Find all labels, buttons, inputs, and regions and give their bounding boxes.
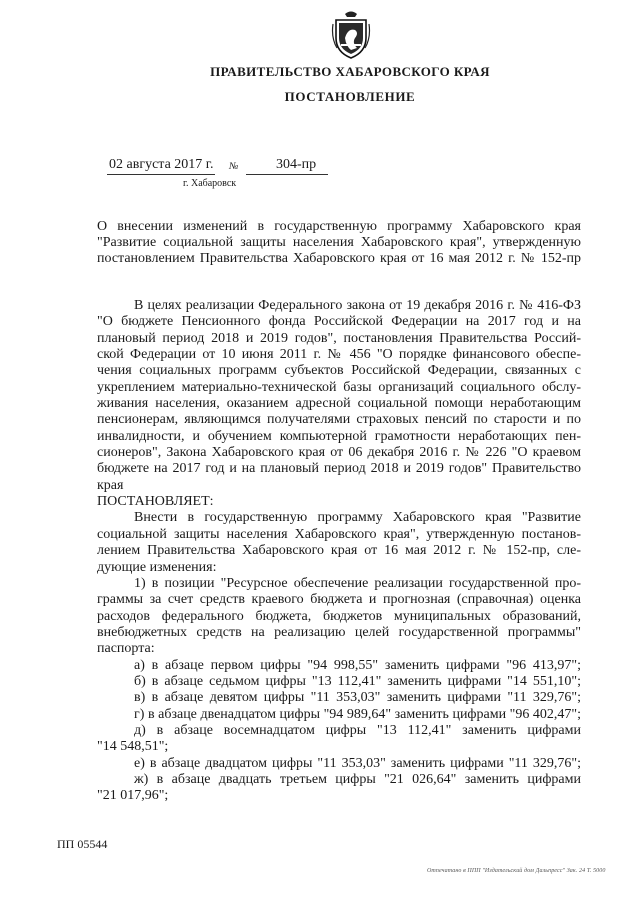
print-note: Отпечатано в ППП "Издательский дом Дальпресс" Зак. 24 Т. 5000	[427, 868, 606, 874]
preamble-line: сионеров", Закона Хабаровского края от 06 декабря 2016 г. № 226 "О краевом	[97, 445, 581, 461]
preamble-line: укреплением материально-технической базы организаций социального обслу-	[97, 379, 581, 395]
item-line: расходов федерального бюджета, бюджетов муниципальных образований,	[97, 608, 581, 624]
item-line: граммы за счет средств краевого бюджета и прогнозная (справочная) оценка	[97, 592, 581, 608]
item-line: внебюджетных средств на реализацию целей государственной программы"	[97, 624, 581, 640]
preamble-line: плановый период 2018 и 2019 годов", постановления Правительства Россий-	[97, 330, 581, 346]
number-sign: №	[229, 161, 239, 172]
intro-line: лением Правительства Хабаровского края от 16 мая 2012 г. № 152-пр, сле-	[97, 543, 581, 559]
preamble-line: В целях реализации Федерального закона от 19 декабря 2016 г. № 416-ФЗ	[134, 298, 581, 313]
preamble-line: чения социальных программ субъектов Российской Федерации, связанных с	[97, 363, 581, 379]
preamble-line: бюджете на 2017 год и на плановый период 2018 и 2019 годов" Правительство	[97, 461, 581, 477]
number-underline	[246, 174, 328, 175]
subitem-line: "14 548,51";	[97, 739, 169, 755]
preamble-line: пенсионерам, являющимся получателями страховых пенсий по старости и по	[97, 412, 581, 428]
document-city: г. Хабаровск	[183, 178, 237, 189]
document-type: ПОСТАНОВЛЕНИЕ	[284, 89, 416, 104]
preamble-line: ской Федерации от 10 июня 2011 г. № 456 "О порядке финансового обеспе-	[97, 347, 581, 363]
subitem-line: б) в абзаце седьмом цифры "13 112,41" заменить цифрами "14 551,10";	[134, 673, 581, 689]
subitem-line: а) в абзаце первом цифры "94 998,55" заменить цифрами "96 413,97";	[134, 657, 581, 673]
subitem-line: "21 017,96";	[97, 788, 169, 804]
subject-line: постановлением Правительства Хабаровского края от 16 мая 2012 г. № 152-пр	[97, 251, 581, 266]
document-number: 304-пр	[276, 157, 317, 172]
resolves-heading: ПОСТАНОВЛЯЕТ:	[97, 494, 214, 510]
subitem-line: в) в абзаце девятом цифры "11 353,03" заменить цифрами "11 329,76";	[134, 690, 581, 706]
subitem-line: ж) в абзаце двадцать третьем цифры "21 026,64" заменить цифрами	[134, 771, 581, 787]
preamble-line: живания населения, оказанием адресной социальной помощи неработающим	[97, 396, 581, 412]
item-line: 1) в позиции "Ресурсное обеспечение реализации государственной про-	[134, 575, 581, 591]
government-name: ПРАВИТЕЛЬСТВО ХАБАРОВСКОГО КРАЯ	[210, 64, 490, 79]
preamble-line: инвалидности, и обучением компьютерной грамотности неработающих пен-	[97, 428, 581, 444]
date-underline	[107, 174, 215, 175]
intro-line: Внести в государственную программу Хабаровского края "Развитие	[134, 510, 581, 526]
subject-line: "Развитие социальной защиты населения Хабаровского края", утвержденную	[97, 235, 581, 250]
preamble-line: "О бюджете Пенсионного фонда Российской Федерации на 2017 год и на	[97, 314, 581, 330]
document-subject	[97, 219, 581, 267]
preamble-line: края	[97, 477, 124, 493]
footer-code: ПП 05544	[57, 837, 108, 851]
document-date: 02 августа 2017 г.	[109, 157, 214, 172]
subject-line: О внесении изменений в государственную программу Хабаровского края	[97, 219, 581, 234]
item-line: паспорта:	[97, 641, 155, 657]
document-body	[97, 298, 581, 805]
intro-line: социальной защиты населения Хабаровского края", утвержденную постанов-	[97, 526, 581, 542]
subitem-line: е) в абзаце двадцатом цифры "11 353,03" заменить цифрами "11 329,76";	[134, 755, 581, 771]
khabarovsk-coat-of-arms-icon	[331, 8, 371, 62]
intro-line: дующие изменения:	[97, 559, 217, 575]
subitem-line: г) в абзаце двенадцатом цифры "94 989,64" заменить цифрами "96 402,47";	[134, 706, 581, 722]
subitem-line: д) в абзаце восемнадцатом цифры "13 112,41" заменить цифрами	[134, 722, 581, 738]
